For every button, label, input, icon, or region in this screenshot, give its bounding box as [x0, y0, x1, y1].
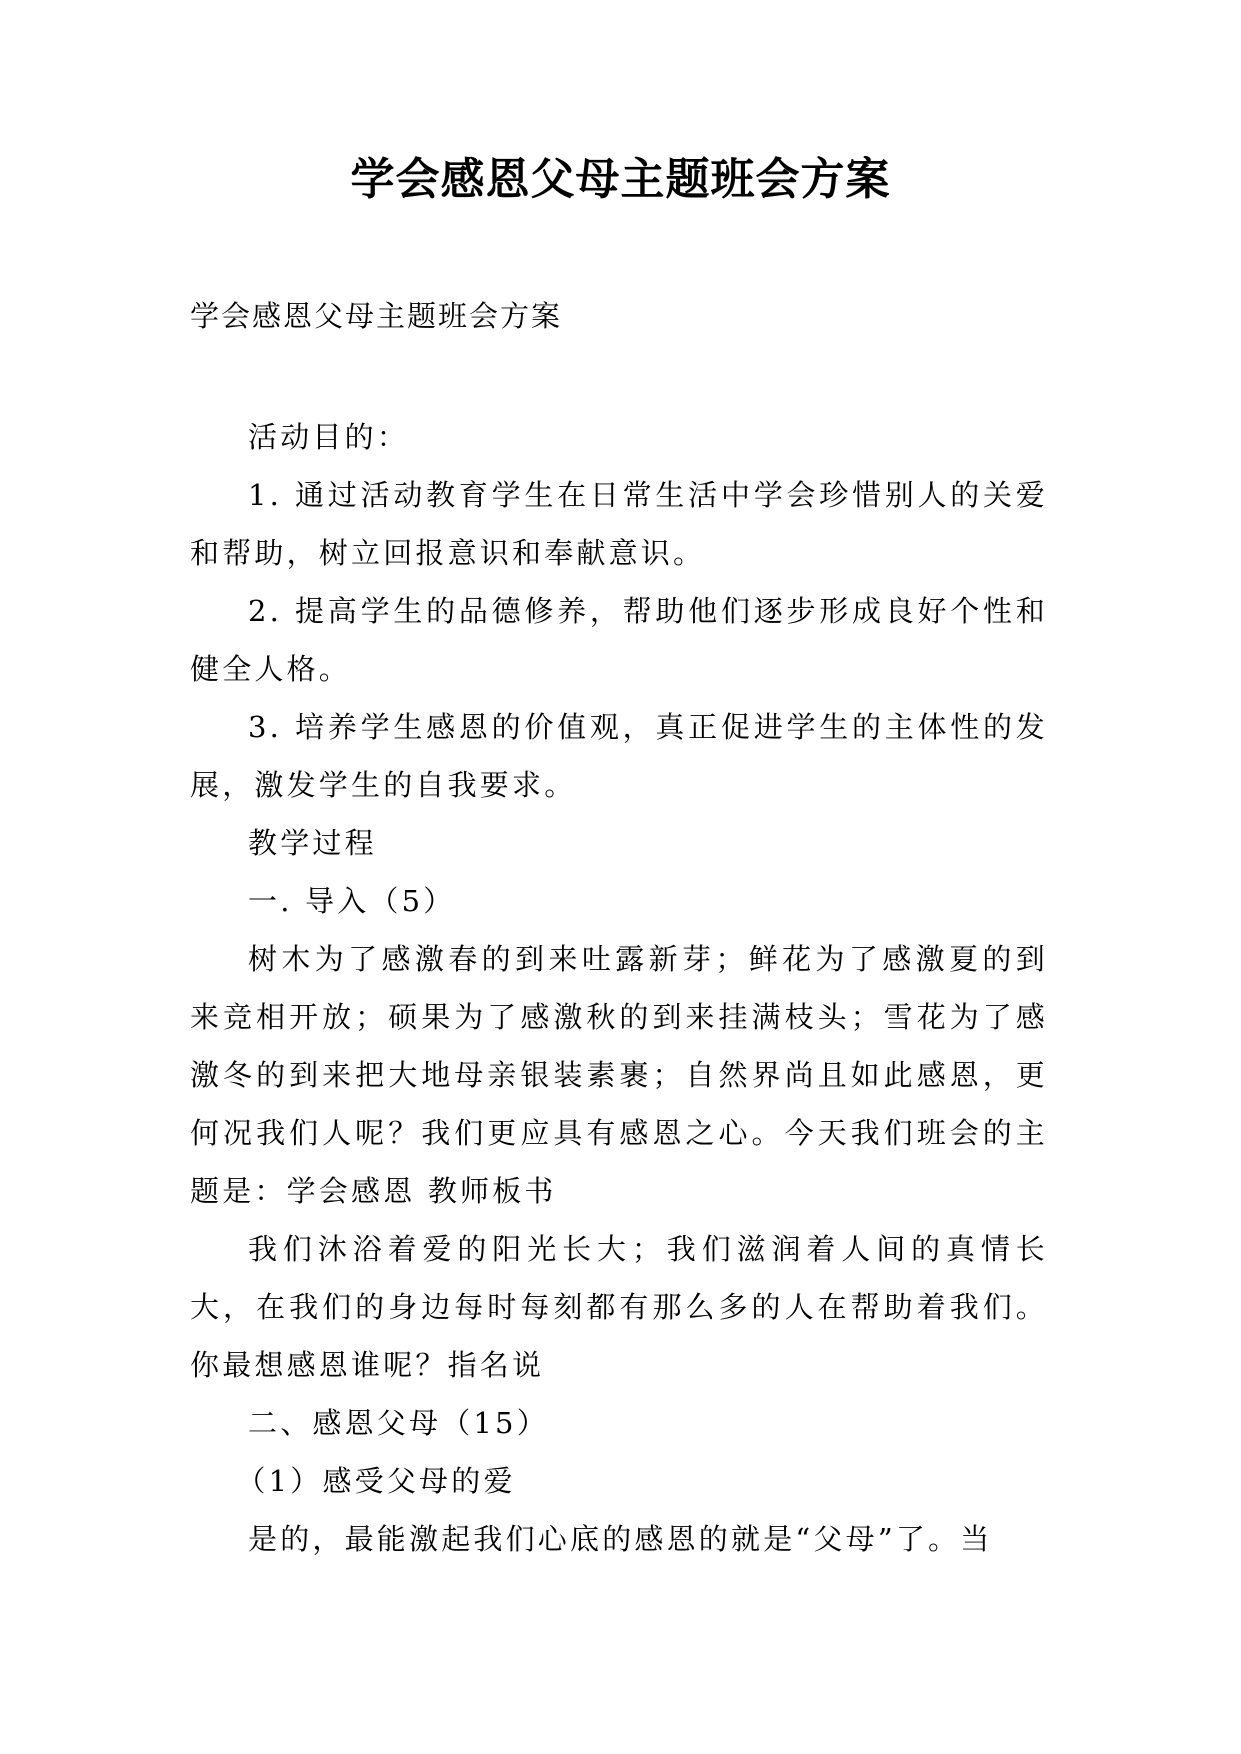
paragraph-purpose-heading: 活动目的：: [248, 420, 410, 454]
document-title: 学会感恩父母主题班会方案: [350, 154, 891, 205]
paragraph-process-heading: 教学过程: [248, 826, 377, 860]
paragraph-purpose-1: 1. 通过活动教育学生在日常生活中学会珍惜别人的关爱和帮助，树立回报意识和奉献意识。: [190, 478, 1048, 570]
document-subtitle: 学会感恩父母主题班会方案: [190, 299, 563, 333]
paragraph-section-2-heading: 二、感恩父母（15）: [248, 1406, 549, 1440]
paragraph-intro-2: 我们沐浴着爱的阳光长大；我们滋润着人间的真情长大，在我们的身边每时每刻都有那么多的人在帮助着我们。你最想感恩谁呢？指名说: [190, 1232, 1048, 1382]
paragraph-subsection-1: （1）感受父母的爱: [236, 1464, 516, 1498]
paragraph-intro: 树木为了感激春的到来吐露新芽；鲜花为了感激夏的到来竞相开放；硕果为了感激秋的到来挂满枝头；雪花为了感激冬的到来把大地母亲银装素裹；自然界尚且如此感恩，更何况我们人呢？我们更应具有感恩之心。今天我们班会的主题是：学会感恩 教师板书: [190, 942, 1048, 1208]
document-body: [190, 408, 1048, 1568]
paragraph-purpose-3: 3. 培养学生感恩的价值观，真正促进学生的主体性的发展，激发学生的自我要求。: [190, 710, 1048, 802]
paragraph-parents: 是的，最能激起我们心底的感恩的就是“父母”了。当: [248, 1522, 993, 1556]
paragraph-purpose-2: 2. 提高学生的品德修养，帮助他们逐步形成良好个性和健全人格。: [190, 594, 1048, 686]
paragraph-section-1-heading: 一. 导入（5）: [248, 884, 456, 918]
